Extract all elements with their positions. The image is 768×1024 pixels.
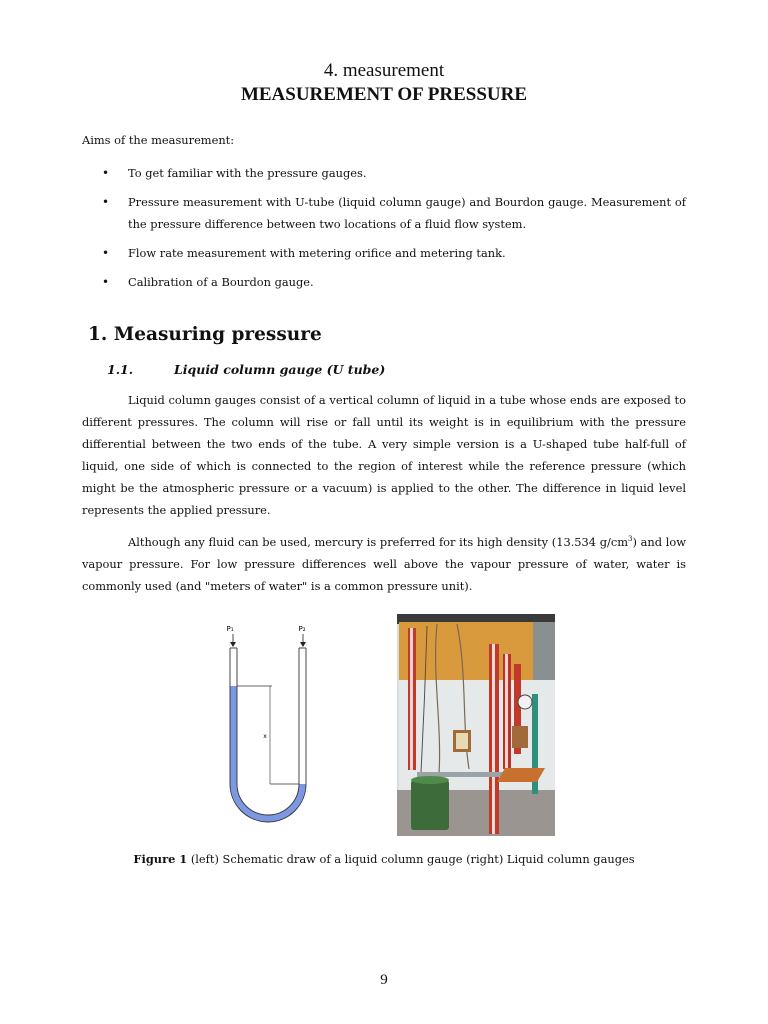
list-item: • Calibration of a Bourdon gauge. [82,271,686,293]
paragraph-liquid-column: Liquid column gauges consist of a vertical column of liquid in a tube whose ends are exposed to different pressures. The column will rise or fall until its weight is in equilibrium with the pressure differential between the two ends of the tube. A very simple version is a U-shaped tube half-full of liquid, one side of which is connected to the region of interest while the reference pressure (which might be the atmospheric pressure or a vacuum) is applied to the other. The difference in liquid level represents the applied pressure. [82,393,686,517]
figure-caption [0,852,768,866]
aims-list [82,162,686,300]
figure-label: Figure 1 [133,852,188,866]
u-tube-schematic [212,618,324,836]
section-heading [88,324,322,345]
list-item: • Flow rate measurement with metering orifice and metering tank. [82,242,686,264]
section-number: 1. [88,324,108,345]
chapter-heading: 4. measurement [323,60,445,81]
height-label: x [263,733,267,740]
subsection-number: 1.1. [107,362,134,377]
aims-label: Aims of the measurement: [82,133,235,147]
superscript-3: 3 [628,535,633,543]
paragraph-mercury-end: ) and low vapour pressure. For low pressure differences well above the vapour pressure of water, water is commonly used (and "meters of water" is a common pressure unit). [82,534,686,593]
page-number: 9 [380,972,388,988]
p1-label: P₁ [226,625,234,633]
paragraph-mercury-start: Although any fluid can be used, mercury is preferred for its high density (13.534 g/cm [128,534,629,549]
subsection-heading [107,362,385,377]
p2-label: P₂ [298,625,306,633]
caption-text: (left) Schematic draw of a liquid column gauge (right) Liquid column gauges [187,852,635,866]
gauges-photo [397,614,555,836]
list-item: • To get familiar with the pressure gauges. [82,162,686,184]
section-title: Measuring pressure [113,324,322,345]
page-title: MEASUREMENT OF PRESSURE [240,84,528,105]
list-item: • Pressure measurement with U-tube (liquid column gauge) and Bourdon gauge. Measurement of the pressure difference between two locations of a fluid flow system. [82,191,686,235]
subsection-title: Liquid column gauge (U tube) [174,362,386,377]
paragraph-mercury [82,528,686,597]
